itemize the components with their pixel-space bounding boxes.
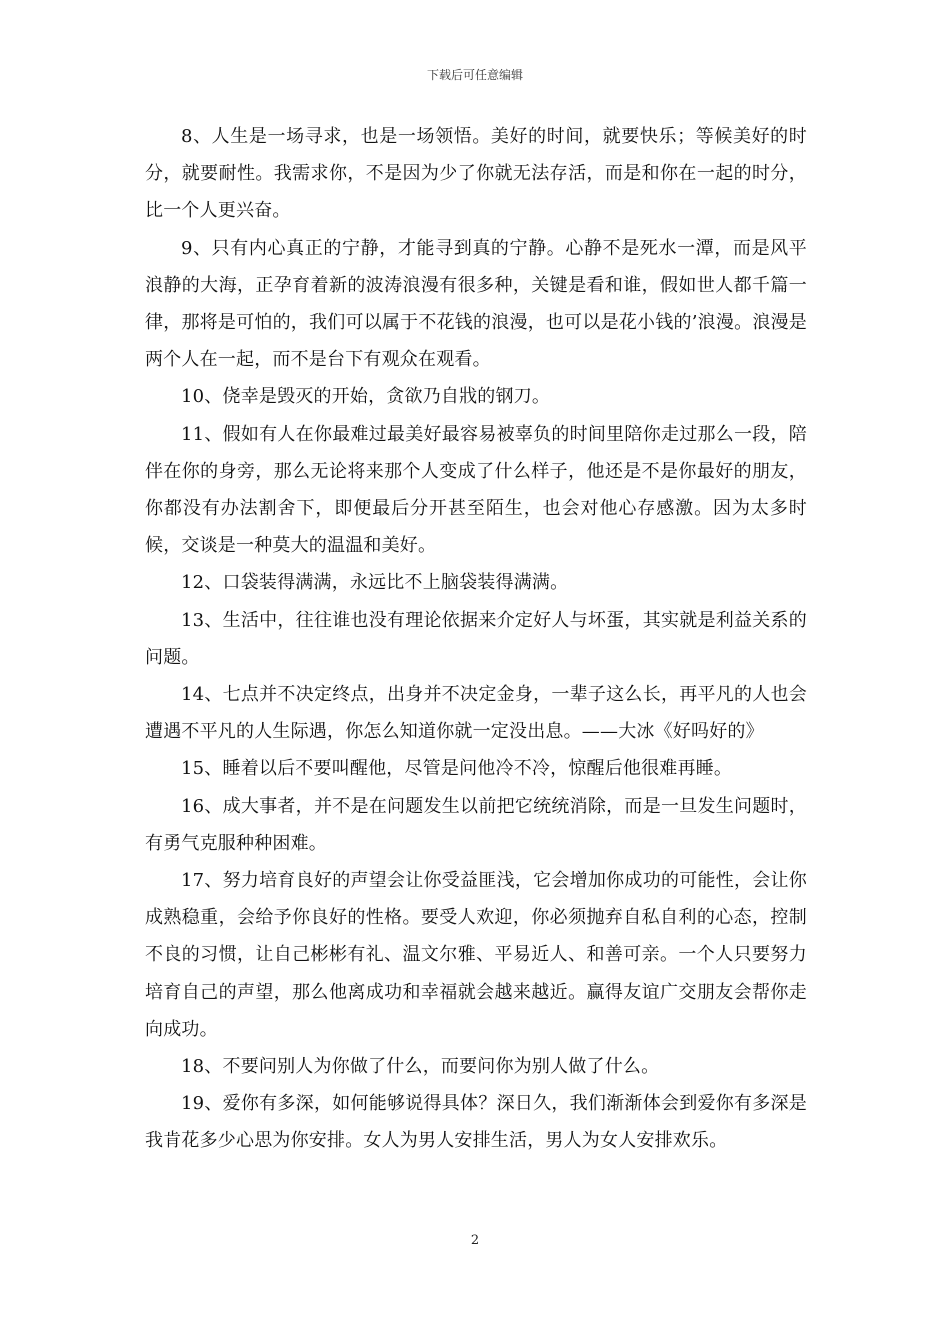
page-number: 2 bbox=[470, 1233, 480, 1248]
paragraph-14: 14、七点并不决定终点，出身并不决定金身，一辈子这么长，再平凡的人也会遭遇不平凡的人生际遇，你怎么知道你就一定没出息。——大冰《好吗好的》 bbox=[145, 684, 807, 743]
paragraph-15: 15、睡着以后不要叫醒他，尽管是问他冷不冷，惊醒后他很难再睡。 bbox=[181, 758, 733, 780]
paragraph-11: 11、假如有人在你最难过最美好最容易被辜负的时间里陪你走过那么一段，陪伴在你的身旁，那么无论将来那个人变成了什么样子，他还是不是你最好的朋友，你都没有办法割舍下，即便最后分开甚至陌生，也会对他心存感激。因为太多时候，交谈是一种莫大的温温和美好。 bbox=[145, 423, 807, 557]
page-header: 下载后可任意编辑 bbox=[426, 68, 523, 82]
paragraph-18: 18、不要问别人为你做了什么，而要问你为别人做了什么。 bbox=[181, 1056, 660, 1078]
paragraph-12: 12、口袋装得满满，永远比不上脑袋装得满满。 bbox=[181, 572, 569, 594]
paragraph-10: 10、侥幸是毁灭的开始，贪欲乃自戕的钢刀。 bbox=[181, 386, 551, 408]
paragraph-16: 16、成大事者，并不是在问题发生以前把它统统消除，而是一旦发生问题时，有勇气克服种种困难。 bbox=[145, 795, 807, 854]
paragraph-19: 19、爱你有多深，如何能够说得具体？深日久，我们渐渐体会到爱你有多深是我肯花多少心思为你安排。女人为男人安排生活，男人为女人安排欢乐。 bbox=[145, 1093, 807, 1152]
paragraph-9: 9、只有内心真正的宁静，才能寻到真的宁静。心静不是死水一潭，而是风平浪静的大海，正孕育着新的波涛浪漫有很多种，关键是看和谁，假如世人都千篇一律，那将是可怕的，我们可以属于不花钱的浪漫，也可以是花小钱的’浪漫。浪漫是两个人在一起，而不是台下有观众在观看。 bbox=[145, 237, 807, 371]
paragraph-8: 8、人生是一场寻求，也是一场领悟。美好的时间，就要快乐；等候美好的时分，就要耐性。我需求你，不是因为少了你就无法存活，而是和你在一起的时分，比一个人更兴奋。 bbox=[145, 126, 807, 222]
paragraph-13: 13、生活中，往往谁也没有理论依据来介定好人与坏蛋，其实就是利益关系的问题。 bbox=[145, 609, 807, 668]
paragraph-17: 17、努力培育良好的声望会让你受益匪浅，它会增加你成功的可能性，会让你成熟稳重，会给予你良好的性格。要受人欢迎，你必须抛弃自私自利的心态，控制不良的习惯，让自己彬彬有礼、温文尔雅、平易近人、和善可亲。一个人只要努力培育自己的声望，那么他离成功和幸福就会越来越近。赢得友谊广交朋友会帮你走向成功。 bbox=[145, 870, 807, 1040]
document-body bbox=[145, 118, 807, 1160]
